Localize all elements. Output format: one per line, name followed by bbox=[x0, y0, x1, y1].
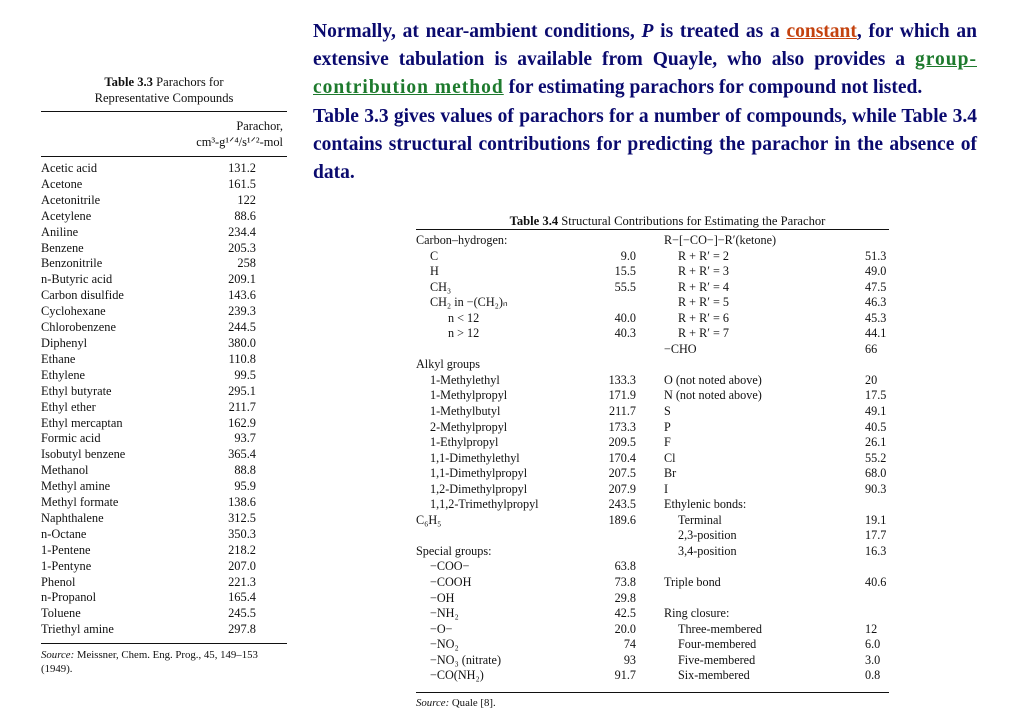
compound-name: Acetylene bbox=[41, 208, 92, 223]
contribution-value: 93 bbox=[623, 652, 636, 667]
compound-name: Carbon disulfide bbox=[41, 288, 124, 303]
contribution-value: 40.0 bbox=[614, 310, 636, 325]
contribution-row bbox=[664, 606, 888, 622]
compound-name: Benzene bbox=[41, 240, 84, 255]
group-label: 1-Methylbutyl bbox=[430, 404, 501, 419]
bottom-rule bbox=[416, 692, 889, 693]
group-label: 1,1,2-Trimethylpropyl bbox=[430, 497, 539, 512]
parachor-value: 162.9 bbox=[228, 415, 256, 430]
paragraph-1 bbox=[313, 18, 977, 103]
contribution-value: 29.8 bbox=[614, 590, 636, 605]
parachor-value: 312.5 bbox=[228, 510, 256, 525]
contribution-row bbox=[664, 420, 888, 436]
group-label: 1,1-Dimethylpropyl bbox=[430, 466, 528, 481]
group-label: 2,3-position bbox=[678, 528, 737, 543]
contribution-row bbox=[664, 295, 888, 311]
parachor-value: 209.1 bbox=[228, 272, 256, 287]
contribution-row bbox=[416, 435, 636, 451]
contribution-value: 68.0 bbox=[865, 466, 887, 481]
contribution-row bbox=[416, 264, 636, 280]
contribution-value: 3.0 bbox=[865, 652, 881, 667]
group-label: R + R′ = 7 bbox=[678, 326, 729, 341]
contribution-value: 133.3 bbox=[608, 372, 636, 387]
contribution-value: 16.3 bbox=[865, 543, 887, 558]
table-row bbox=[41, 479, 287, 495]
compound-name: Cyclohexane bbox=[41, 304, 106, 319]
parachor-table bbox=[41, 157, 287, 638]
spacer-row bbox=[664, 591, 888, 607]
contribution-row bbox=[664, 249, 888, 265]
caption-text: Structural Contributions for Estimating the Parachor bbox=[561, 214, 826, 228]
contribution-row bbox=[664, 528, 888, 544]
contribution-value: 15.5 bbox=[614, 264, 636, 279]
contribution-row bbox=[416, 388, 636, 404]
compound-name: 1-Pentyne bbox=[41, 558, 92, 573]
group-label: I bbox=[664, 481, 669, 496]
group-label: R + R′ = 3 bbox=[678, 264, 729, 279]
contribution-value: 171.9 bbox=[608, 388, 636, 403]
table-row bbox=[41, 352, 287, 368]
table-row bbox=[41, 241, 287, 257]
contribution-row bbox=[416, 606, 636, 622]
contribution-value: 207.9 bbox=[608, 481, 636, 496]
table-row bbox=[41, 575, 287, 591]
text-run: is treated as a bbox=[653, 21, 787, 42]
compound-name: Ethyl ether bbox=[41, 399, 96, 414]
text-run: , for which an extensive tabulation is available from Quayle, who also provides a bbox=[313, 21, 977, 71]
group-label: Ethylenic bonds: bbox=[664, 497, 747, 512]
group-label: Four-membered bbox=[678, 637, 757, 652]
table-3-3 bbox=[41, 74, 287, 676]
contribution-value: 189.6 bbox=[608, 512, 636, 527]
parachor-value: 122 bbox=[237, 192, 256, 207]
compound-name: Acetone bbox=[41, 176, 83, 191]
group-label: 1-Ethylpropyl bbox=[430, 435, 499, 450]
contribution-value: 74 bbox=[623, 637, 636, 652]
table-row bbox=[41, 606, 287, 622]
right-column bbox=[664, 233, 888, 684]
group-label: −COOH bbox=[430, 575, 472, 590]
contribution-row bbox=[664, 264, 888, 280]
contribution-row bbox=[664, 497, 888, 513]
contribution-value: 49.0 bbox=[865, 264, 887, 279]
group-label: Cl bbox=[664, 450, 676, 465]
table-source bbox=[41, 648, 287, 676]
contribution-value: 20.0 bbox=[614, 621, 636, 636]
source-text: Meissner, Chem. Eng. Prog., 45, 149–153 (1949). bbox=[41, 649, 258, 676]
table-row bbox=[41, 543, 287, 559]
group-label: Terminal bbox=[678, 512, 722, 527]
contribution-value: 63.8 bbox=[614, 559, 636, 574]
group-label: n > 12 bbox=[448, 326, 480, 341]
contribution-row bbox=[664, 513, 888, 529]
table-caption bbox=[41, 74, 287, 106]
group-label: Six-membered bbox=[678, 668, 750, 683]
table-row bbox=[41, 177, 287, 193]
contribution-row bbox=[416, 591, 636, 607]
group-label: R + R′ = 5 bbox=[678, 295, 729, 310]
paragraph-2: Table 3.3 gives values of parachors for a number of compounds, while Table 3.4 contains structural contributions for predicting the parachor in the absence of data. bbox=[313, 105, 977, 184]
parachor-value: 207.0 bbox=[228, 558, 256, 573]
contribution-value: 209.5 bbox=[608, 435, 636, 450]
group-contribution-link[interactable]: group-contribution method bbox=[313, 49, 977, 99]
parachor-value: 93.7 bbox=[234, 431, 256, 446]
contribution-value: 51.3 bbox=[865, 248, 887, 263]
group-label: −COO− bbox=[430, 559, 470, 574]
group-label: −CO(NH₂) bbox=[430, 668, 484, 683]
spacer-row bbox=[664, 357, 888, 373]
caption-label: Table 3.4 bbox=[509, 214, 559, 228]
group-label: P bbox=[664, 419, 671, 434]
contribution-row bbox=[664, 388, 888, 404]
compound-name: n-Butyric acid bbox=[41, 272, 113, 287]
contribution-row bbox=[416, 544, 636, 560]
parachor-value: 234.4 bbox=[228, 224, 256, 239]
contribution-row bbox=[416, 482, 636, 498]
contribution-value: 91.7 bbox=[614, 668, 636, 683]
group-label: R−[−CO−]−R′(ketone) bbox=[664, 233, 777, 247]
table-row bbox=[41, 559, 287, 575]
table-row bbox=[41, 495, 287, 511]
contribution-row bbox=[416, 513, 636, 529]
table-row bbox=[41, 400, 287, 416]
table-row bbox=[41, 368, 287, 384]
parachor-value: 239.3 bbox=[228, 304, 256, 319]
contribution-value: 20 bbox=[865, 372, 878, 387]
group-label: Alkyl groups bbox=[416, 357, 480, 372]
caption-text-2: Representative Compounds bbox=[94, 91, 234, 105]
parachor-value: 244.5 bbox=[228, 320, 256, 335]
group-label: Br bbox=[664, 466, 677, 481]
contribution-value: 211.7 bbox=[609, 404, 636, 419]
table-row bbox=[41, 193, 287, 209]
table-row bbox=[41, 320, 287, 336]
contribution-row bbox=[416, 295, 636, 311]
bottom-rule bbox=[41, 643, 287, 644]
compound-name: Acetonitrile bbox=[41, 192, 101, 207]
parachor-value: 350.3 bbox=[228, 526, 256, 541]
parachor-value: 161.5 bbox=[228, 176, 256, 191]
parachor-value: 95.9 bbox=[234, 479, 256, 494]
contribution-value: 17.5 bbox=[865, 388, 887, 403]
compound-name: Isobutyl benzene bbox=[41, 447, 126, 462]
caption-label: Table 3.3 bbox=[104, 75, 153, 89]
header-line-1: Parachor, bbox=[236, 119, 283, 133]
group-label: Three-membered bbox=[678, 621, 762, 636]
parachor-value: 131.2 bbox=[228, 161, 256, 175]
contribution-value: 55.2 bbox=[865, 450, 887, 465]
group-label: 3,4-position bbox=[678, 543, 737, 558]
table-row bbox=[41, 256, 287, 272]
group-label: 1,2-Dimethylpropyl bbox=[430, 481, 528, 496]
compound-name: Methanol bbox=[41, 463, 89, 478]
contribution-row bbox=[664, 326, 888, 342]
contribution-row bbox=[416, 404, 636, 420]
compound-name: Ethane bbox=[41, 351, 76, 366]
group-label: Ring closure: bbox=[664, 606, 730, 621]
spacer-row bbox=[416, 528, 636, 544]
group-label: CH₃ bbox=[430, 279, 452, 294]
source-label: Source: bbox=[41, 649, 75, 662]
contribution-row bbox=[664, 451, 888, 467]
table-row bbox=[41, 622, 287, 638]
table-row bbox=[41, 272, 287, 288]
contribution-value: 49.1 bbox=[865, 404, 887, 419]
group-label: Carbon–hydrogen: bbox=[416, 233, 508, 247]
parachor-value: 205.3 bbox=[228, 240, 256, 255]
compound-name: Methyl amine bbox=[41, 479, 111, 494]
group-label: R + R′ = 2 bbox=[678, 248, 729, 263]
parachor-value: 88.6 bbox=[234, 208, 256, 223]
group-label: Five-membered bbox=[678, 652, 756, 667]
contribution-row bbox=[416, 637, 636, 653]
contribution-row bbox=[664, 280, 888, 296]
contribution-value: 44.1 bbox=[865, 326, 887, 341]
compound-name: Benzonitrile bbox=[41, 256, 103, 271]
text-run: for estimating parachors for compound not listed. bbox=[503, 77, 923, 99]
contribution-row bbox=[664, 435, 888, 451]
caption-text: Parachors for bbox=[156, 75, 224, 89]
contribution-value: 73.8 bbox=[614, 575, 636, 590]
group-label: Special groups: bbox=[416, 543, 492, 558]
left-column bbox=[416, 233, 636, 684]
group-label: R + R′ = 6 bbox=[678, 310, 729, 325]
contribution-row bbox=[416, 357, 636, 373]
table-row bbox=[41, 527, 287, 543]
parachor-value: 99.5 bbox=[234, 367, 256, 382]
contribution-value: 40.3 bbox=[614, 326, 636, 341]
contribution-row bbox=[416, 466, 636, 482]
table-row bbox=[41, 431, 287, 447]
parachor-value: 365.4 bbox=[228, 447, 256, 462]
constant-link[interactable]: constant bbox=[786, 21, 857, 42]
contribution-value: 55.5 bbox=[614, 279, 636, 294]
contribution-row bbox=[416, 420, 636, 436]
table-row bbox=[41, 288, 287, 304]
contribution-row bbox=[664, 544, 888, 560]
contribution-row bbox=[416, 622, 636, 638]
contribution-row bbox=[664, 653, 888, 669]
table-row bbox=[41, 225, 287, 241]
group-label: CH₂ in −(CH₂)ₙ bbox=[430, 295, 508, 310]
contribution-row bbox=[664, 575, 888, 591]
contribution-value: 17.7 bbox=[865, 528, 887, 543]
spacer-row bbox=[416, 342, 636, 358]
group-label: 1,1-Dimethylethyl bbox=[430, 450, 520, 465]
contribution-value: 0.8 bbox=[865, 668, 881, 683]
group-label: S bbox=[664, 404, 671, 419]
contribution-row bbox=[664, 637, 888, 653]
column-header bbox=[41, 112, 287, 156]
compound-name: Toluene bbox=[41, 606, 81, 621]
group-label: −NO₃ (nitrate) bbox=[430, 652, 502, 667]
source-label: Source: bbox=[416, 697, 450, 709]
contribution-row bbox=[664, 482, 888, 498]
compound-name: n-Propanol bbox=[41, 590, 97, 605]
table-row bbox=[41, 590, 287, 606]
contribution-value: 90.3 bbox=[865, 481, 887, 496]
parachor-value: 211.7 bbox=[228, 399, 256, 414]
parachor-value: 88.8 bbox=[234, 463, 256, 478]
compound-name: Phenol bbox=[41, 574, 76, 589]
group-label: H bbox=[430, 264, 439, 279]
parachor-value: 218.2 bbox=[228, 542, 256, 557]
group-label: 1-Methylethyl bbox=[430, 372, 500, 387]
group-label: N (not noted above) bbox=[664, 388, 762, 403]
variable-p: P bbox=[641, 21, 654, 42]
group-label: 1-Methylpropyl bbox=[430, 388, 508, 403]
group-label: F bbox=[664, 435, 671, 450]
group-label: C₆H₅ bbox=[416, 512, 442, 527]
contribution-row bbox=[416, 575, 636, 591]
contribution-value: 42.5 bbox=[614, 606, 636, 621]
group-label: C bbox=[430, 248, 439, 263]
group-label: n < 12 bbox=[448, 310, 480, 325]
group-label: −CHO bbox=[664, 341, 697, 356]
table-3-4 bbox=[416, 214, 889, 710]
contribution-value: 12 bbox=[865, 621, 878, 636]
parachor-value: 143.6 bbox=[228, 288, 256, 303]
contribution-value: 40.5 bbox=[865, 419, 887, 434]
table-row bbox=[41, 447, 287, 463]
table-row bbox=[41, 157, 287, 177]
contribution-value: 26.1 bbox=[865, 435, 887, 450]
table-row bbox=[41, 304, 287, 320]
contribution-value: 19.1 bbox=[865, 512, 887, 527]
table-row bbox=[41, 209, 287, 225]
group-label: −NH₂ bbox=[430, 606, 459, 621]
contribution-row bbox=[416, 559, 636, 575]
compound-name: Triethyl amine bbox=[41, 622, 114, 637]
contribution-row bbox=[664, 342, 888, 358]
contribution-value: 173.3 bbox=[608, 419, 636, 434]
contribution-row bbox=[664, 233, 888, 249]
parachor-value: 138.6 bbox=[228, 495, 256, 510]
contribution-row bbox=[664, 668, 888, 684]
contribution-row bbox=[416, 249, 636, 265]
compound-name: Aniline bbox=[41, 224, 79, 239]
parachor-value: 258 bbox=[237, 256, 256, 271]
contribution-row bbox=[416, 280, 636, 296]
compound-name: Ethyl butyrate bbox=[41, 383, 112, 398]
source-text: Quale [8]. bbox=[449, 697, 496, 709]
group-label: Triple bond bbox=[664, 575, 721, 590]
contribution-row bbox=[416, 373, 636, 389]
parachor-value: 221.3 bbox=[228, 574, 256, 589]
contribution-row bbox=[664, 622, 888, 638]
spacer-row bbox=[664, 559, 888, 575]
contribution-row bbox=[664, 466, 888, 482]
header-units: cm³-g¹ᐟ⁴/s¹ᐟ²-mol bbox=[196, 135, 283, 149]
parachor-value: 297.8 bbox=[228, 622, 256, 637]
contribution-value: 243.5 bbox=[608, 497, 636, 512]
contribution-value: 170.4 bbox=[608, 450, 636, 465]
group-label: −O− bbox=[430, 621, 453, 636]
intro-paragraph bbox=[313, 18, 977, 187]
parachor-value: 245.5 bbox=[228, 606, 256, 621]
compound-name: 1-Pentene bbox=[41, 542, 91, 557]
parachor-value: 110.8 bbox=[228, 351, 256, 366]
contribution-row bbox=[416, 311, 636, 327]
contribution-value: 45.3 bbox=[865, 310, 887, 325]
compound-name: n-Octane bbox=[41, 526, 87, 541]
contribution-row bbox=[664, 311, 888, 327]
compound-name: Acetic acid bbox=[41, 161, 98, 175]
contribution-value: 6.0 bbox=[865, 637, 881, 652]
contribution-row bbox=[416, 668, 636, 684]
group-label: 2-Methylpropyl bbox=[430, 419, 508, 434]
table-row bbox=[41, 336, 287, 352]
contribution-value: 47.5 bbox=[865, 279, 887, 294]
group-label: O (not noted above) bbox=[664, 372, 762, 387]
contribution-row bbox=[416, 653, 636, 669]
contribution-row bbox=[416, 497, 636, 513]
table-row bbox=[41, 463, 287, 479]
table-row bbox=[41, 384, 287, 400]
compound-name: Formic acid bbox=[41, 431, 101, 446]
contribution-row bbox=[416, 233, 636, 249]
contribution-value: 207.5 bbox=[608, 466, 636, 481]
compound-name: Methyl formate bbox=[41, 495, 119, 510]
contribution-row bbox=[664, 373, 888, 389]
contribution-value: 40.6 bbox=[865, 575, 887, 590]
group-label: −OH bbox=[430, 590, 455, 605]
table-caption bbox=[416, 214, 889, 229]
compound-name: Chlorobenzene bbox=[41, 320, 117, 335]
contribution-value: 9.0 bbox=[620, 248, 636, 263]
compound-name: Ethyl mercaptan bbox=[41, 415, 123, 430]
parachor-value: 295.1 bbox=[228, 383, 256, 398]
table-row bbox=[41, 416, 287, 432]
contribution-row bbox=[664, 404, 888, 420]
compound-name: Diphenyl bbox=[41, 335, 88, 350]
contributions-body bbox=[416, 230, 889, 692]
contribution-row bbox=[416, 451, 636, 467]
contribution-row bbox=[416, 326, 636, 342]
contribution-value: 66 bbox=[865, 341, 878, 356]
compound-name: Naphthalene bbox=[41, 510, 104, 525]
table-row bbox=[41, 511, 287, 527]
parachor-value: 380.0 bbox=[228, 335, 256, 350]
parachor-value: 165.4 bbox=[228, 590, 256, 605]
group-label: −NO₂ bbox=[430, 637, 459, 652]
contribution-value: 46.3 bbox=[865, 295, 887, 310]
group-label: R + R′ = 4 bbox=[678, 279, 729, 294]
compound-name: Ethylene bbox=[41, 367, 86, 382]
text-run: Normally, at near-ambient conditions, bbox=[313, 21, 642, 42]
